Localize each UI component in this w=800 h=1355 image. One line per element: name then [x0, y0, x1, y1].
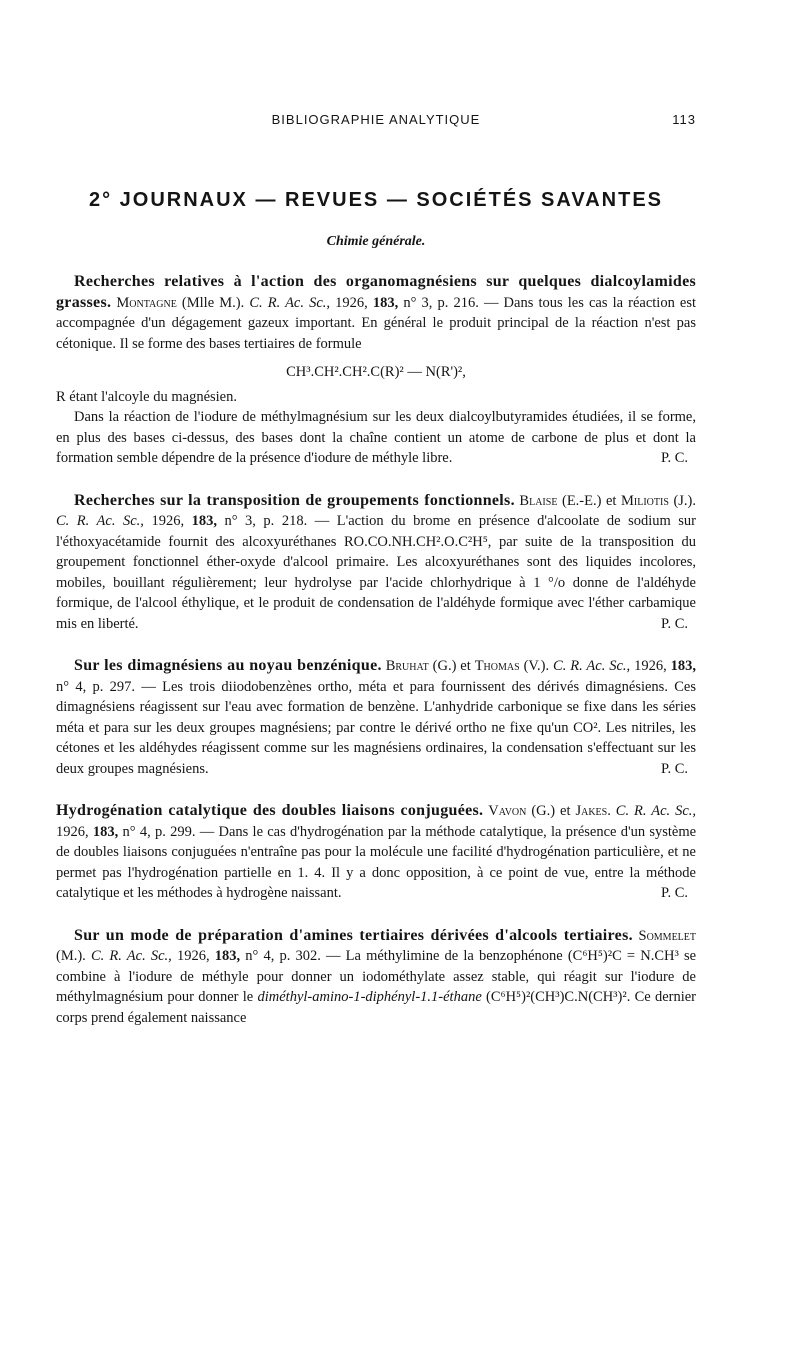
abstract-entry — [56, 926, 696, 1029]
entry-author-rest: (J.). — [668, 492, 696, 509]
abstract-entry — [56, 801, 696, 904]
page-number: 113 — [672, 112, 696, 127]
compound-name: diméthyl-amino-1-diphényl-1.1-éthane — [257, 989, 482, 1005]
entry-journal: C. R. Ac. Sc., — [56, 513, 144, 529]
entry-body: — L'action du brome en présence d'alcoolate de sodium sur l'éthoxyacétamide fournit des alcoxyuréthanes RO.CO.NH.CH².O.C²H⁵, par suite de la transposition du groupement fonctionnel éther-oxyde d'alcool primaire. Les alcoxyuréthanes sont des liquides incolores, mobiles, bouillant régulièrement; leur hydrolyse par l'acide chlorhydrique à 1 °/o donne de l'aldéhyde formique, de l'alcool éthylique, et le produit de condensation de l'aldéhyde formique avec l'éther carbamique mis en liberté. — [56, 513, 696, 632]
journal-page — [56, 112, 696, 1028]
entry-header — [56, 926, 696, 1029]
entry-author: Sommelet — [638, 927, 697, 944]
entry-journal: C. R. Ac. Sc., — [615, 803, 697, 819]
entry-author: Vavon — [488, 803, 527, 819]
entry-issue-pages: n° 4, p. 297. — [56, 678, 136, 695]
entry-author: Jakes — [575, 803, 608, 819]
entry-body: — Dans tous les cas la réaction est accompagnée d'un dégagement gazeux important. En général le produit principal de la réaction n'est pas cétonique. Il se forme des bases tertiaires de formule — [56, 294, 697, 352]
entry-volume: 183, — [670, 658, 697, 674]
entry-title: Recherches relatives à l'action des organomagnésiens sur quelques dialcoylamides grasses. — [56, 273, 696, 311]
entry-header — [56, 491, 696, 635]
entry-body: (C⁶H⁵)²(CH³)C.N(CH³)². Ce dernier corps prend également naissance — [56, 989, 697, 1026]
entry-body: Dans la réaction de l'iodure de méthylmagnésium sur les deux dialcoylbutyramides étudiées, il se forme, en plus des bases ci-dessus, des bases dont la chaîne contient un atome de carbone de plus et dont la formation semble dépendre de la présence d'iodure de méthyle libre. — [56, 409, 696, 466]
entry-header — [56, 272, 696, 354]
abstract-entry — [56, 491, 696, 635]
entry-journal: C. R. Ac. Sc., — [90, 948, 172, 964]
entry-title: Sur les dimagnésiens au noyau benzénique. — [74, 657, 382, 674]
entry-author-rest: (Mlle M.). — [176, 294, 245, 311]
abstract-entry — [56, 656, 696, 779]
entry-title: Sur un mode de préparation d'amines tertiaires dérivées d'alcools tertiaires. — [74, 926, 633, 944]
entry-header — [56, 656, 696, 779]
entry-year: 1926, — [335, 294, 368, 311]
entry-volume: 183, — [191, 513, 217, 529]
subheading: Chimie générale. — [326, 234, 426, 249]
entry-author: Miliotis — [621, 492, 669, 509]
chemical-formula: CH³.CH².CH².C(R)² — N(R')², — [286, 364, 466, 380]
entry-author: Thomas — [474, 658, 520, 674]
entry-volume: 183, — [372, 294, 399, 311]
entry-author-rest: (V.). — [519, 658, 550, 674]
entry-volume: 183, — [214, 948, 241, 964]
section-heading: 2° JOURNAUX — REVUES — SOCIÉTÉS SAVANTES — [88, 189, 663, 211]
entry-author-rest: (G.) et — [428, 658, 475, 674]
entry-issue-pages: n° 3, p. 216. — [403, 294, 479, 311]
entry-author-rest: (M.). — [56, 948, 86, 964]
entry-year: 1926, — [56, 823, 89, 840]
entry-body: — Les trois diiodobenzènes ortho, méta et para fournissent des dérivés dimagnésiens. Ces dimagnésiens réagissent sur l'eau avec formation de benzène. L'anhydride carbonique se fixe dans les séries méta et para sur les deux groupes magnésiens; par contre le dérivé ortho ne fixe qu'un CO². Les nitriles, les cétones et les aldéhydes réagissent comme sur les magnésiens ordinaires, la condensation s'effectuant sur les deux groupes magnésiens. — [56, 678, 696, 777]
entry-body-paragraph — [56, 407, 696, 469]
entry-title: Recherches sur la transposition de groupements fonctionnels. — [74, 491, 515, 509]
entry-author-rest: . — [607, 803, 611, 819]
entry-signature: P. C. — [660, 760, 688, 777]
entry-author: Montagne — [116, 294, 177, 311]
entry-title: Hydrogénation catalytique des doubles liaisons conjuguées. — [56, 802, 484, 819]
entry-header — [56, 801, 696, 904]
abstract-entry — [56, 272, 696, 469]
entry-journal: C. R. Ac. Sc., — [249, 294, 331, 311]
entry-signature: P. C. — [660, 615, 688, 632]
entry-body-paragraph: R étant l'alcoyle du magnésien. — [56, 388, 237, 405]
entry-author: Blaise — [519, 492, 558, 509]
running-head — [56, 112, 696, 136]
entry-issue-pages: n° 3, p. 218. — [224, 513, 308, 529]
entry-author-rest: (G.) et — [526, 803, 576, 819]
entry-signature: P. C. — [660, 885, 688, 901]
entry-year: 1926, — [634, 658, 667, 674]
entry-journal: C. R. Ac. Sc., — [553, 658, 631, 674]
running-head-title: BIBLIOGRAPHIE ANALYTIQUE — [271, 112, 481, 127]
entry-author-rest: (E.-E.) et — [557, 492, 621, 509]
entry-year: 1926, — [151, 513, 185, 529]
entry-author: Bruhat — [385, 658, 429, 674]
entry-issue-pages: n° 4, p. 302. — [245, 948, 321, 964]
entry-body: — Dans le cas d'hydrogénation par la méthode catalytique, la présence d'un système de doubles liaisons conjuguées n'entraîne pas pour la molécule une facilité d'hydrogénation particulière, et ne permet pas l'hydrogénation partielle en 1. 4. Il y a donc opposition, à ce point de vue, entre la méthode catalytique et les méthodes à hydrogène naissant. — [56, 823, 697, 901]
entry-year: 1926, — [176, 948, 210, 964]
entry-volume: 183, — [92, 823, 119, 840]
entry-signature: P. C. — [660, 450, 688, 466]
entry-body: — La méthylimine de la benzophénone (C⁶H⁵)²C = N.CH³ se combine à l'iodure de méthyle pour donner un iodométhylate assez stable, qui réagit sur l'iodure de méthylmagnésium pour donner le — [56, 948, 697, 1005]
entry-issue-pages: n° 4, p. 299. — [122, 823, 196, 840]
